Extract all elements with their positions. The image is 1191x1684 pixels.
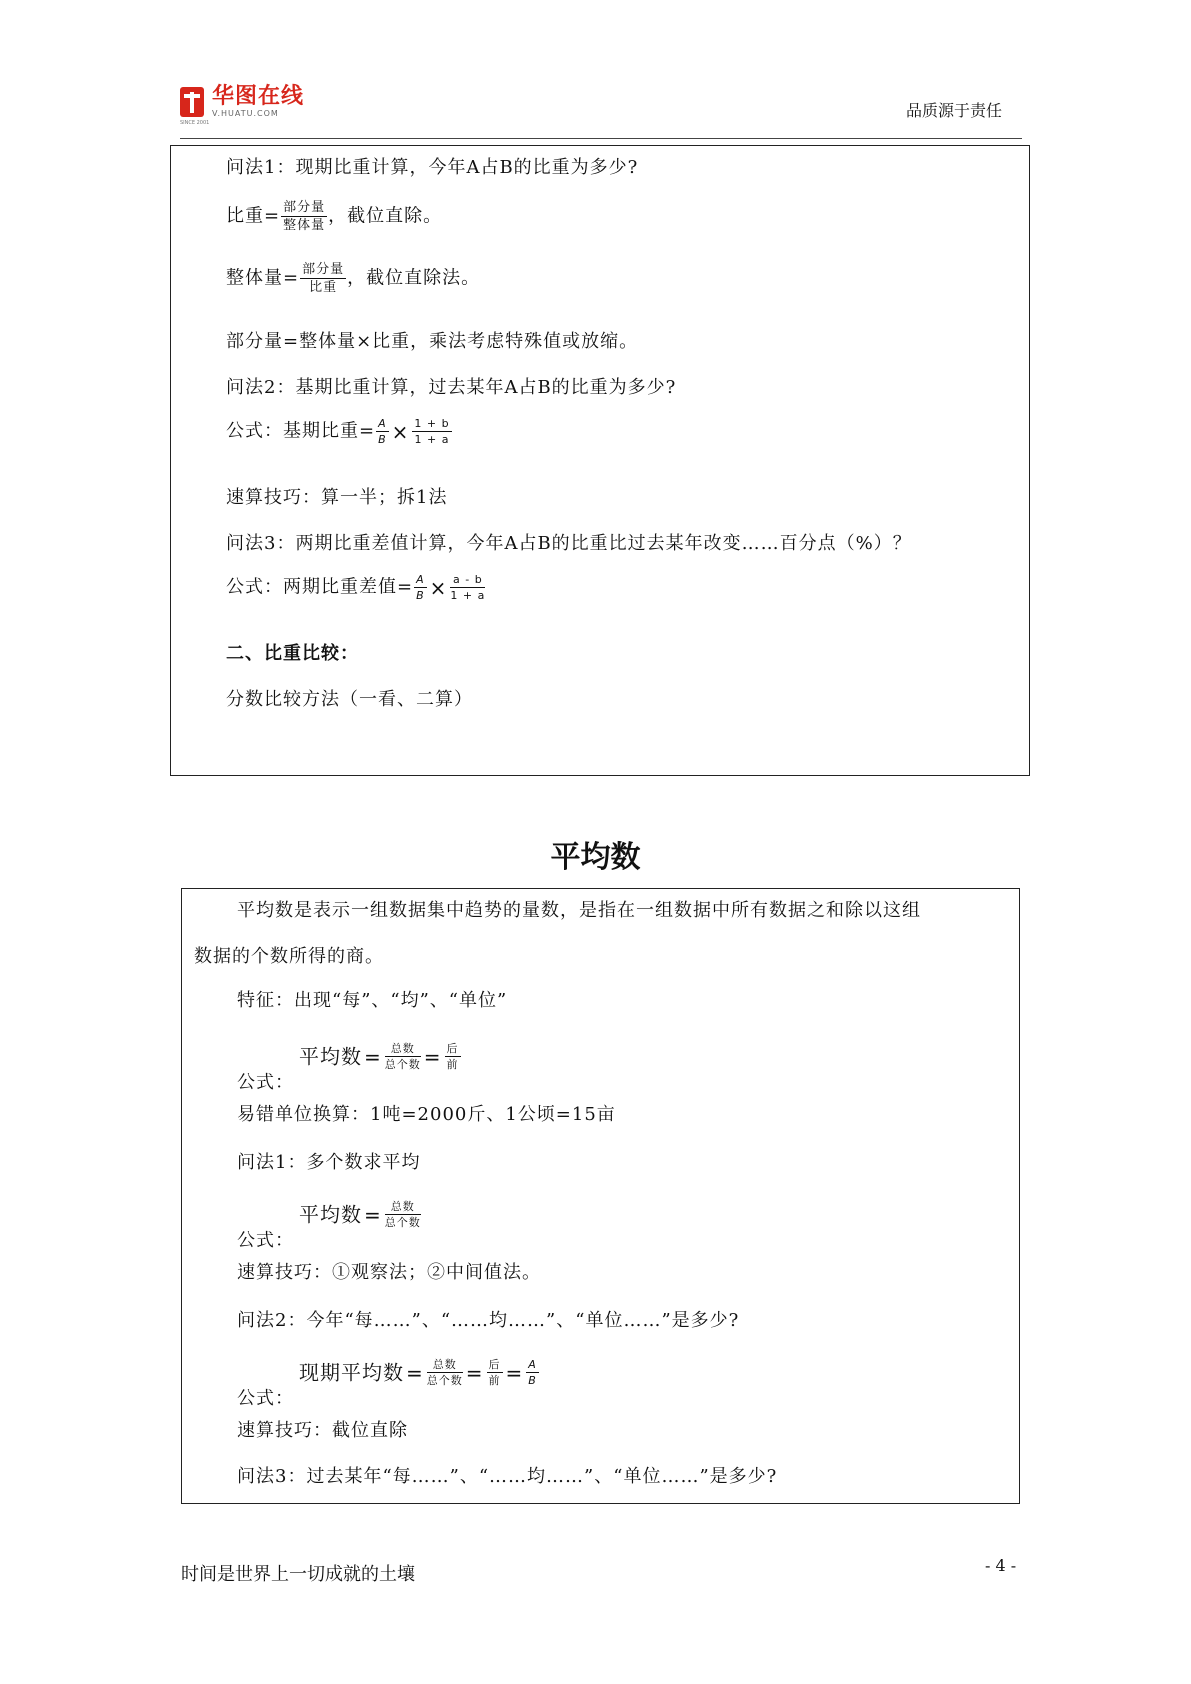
fraction-denominator: 比重	[309, 280, 338, 295]
question-method-2: 问法2：基期比重计算，过去某年A占B的比重为多少?	[226, 377, 677, 398]
average-question-method-3: 问法3：过去某年“每……”、“……均……”、“单位……”是多少?	[237, 1466, 778, 1487]
unit-conversion-tip: 易错单位换算：1吨=2000斤、1公顷=15亩	[237, 1104, 616, 1125]
header-rule	[180, 138, 1022, 139]
formula-term: 现期平均数	[299, 1360, 404, 1385]
fraction-numerator: 后	[488, 1358, 501, 1371]
fraction-denominator: 1 + a	[414, 433, 450, 446]
average-quick-calc-tip-2: 速算技巧：截位直除	[237, 1420, 408, 1441]
page-number: - 4 -	[985, 1556, 1017, 1575]
average-question-method-1: 问法1：多个数求平均	[237, 1152, 421, 1173]
fraction-numerator: 1 + b	[414, 417, 450, 430]
fraction-denominator: 前	[446, 1058, 459, 1071]
quick-calc-tip-1: 速算技巧：算一半；拆1法	[226, 487, 448, 508]
fraction-after-over-before	[445, 1043, 461, 1070]
equals-sign: =	[364, 1202, 382, 1227]
equals-sign: =	[505, 1360, 524, 1385]
fraction-denominator: B	[378, 433, 387, 446]
fraction-numerator: A	[416, 573, 425, 586]
huatu-logo	[180, 84, 305, 126]
equals-sign: =	[423, 1044, 442, 1069]
fraction-total-over-count	[385, 1043, 421, 1070]
formula-base-proportion	[226, 418, 453, 445]
formula-label: 公式：	[237, 1388, 294, 1409]
fraction-a-over-b	[376, 418, 389, 445]
fraction-numerator: 总数	[385, 1201, 421, 1215]
formula-whole	[226, 263, 480, 294]
formula-proportion-suffix: ，截位直除。	[328, 205, 443, 227]
average-definition-line-2: 数据的个数所得的商。	[194, 946, 384, 967]
page-header	[180, 80, 1022, 142]
fraction-numerator: A	[528, 1358, 537, 1371]
fraction-denominator: B	[528, 1374, 537, 1387]
formula-label: 公式：	[237, 1072, 294, 1093]
logo-since: SINCE 2001	[180, 120, 210, 126]
fraction-numerator: 总数	[385, 1043, 421, 1057]
average-box	[181, 888, 1020, 1504]
fraction-total-over-count	[427, 1359, 463, 1386]
fraction-denominator: 1 + a	[450, 589, 486, 602]
fraction-diff-ratio	[450, 574, 485, 601]
formula-proportion	[226, 201, 442, 232]
section-title-average: 平均数	[550, 840, 641, 875]
fraction-a-over-b	[414, 574, 427, 601]
fraction-denominator: 总个数	[384, 1058, 421, 1071]
equals-sign: =	[406, 1360, 424, 1385]
formula-term: 平均数	[299, 1044, 362, 1069]
footer-motto: 时间是世界上一切成就的土壤	[181, 1564, 415, 1585]
fraction-numerator: 后	[446, 1042, 459, 1055]
header-slogan: 品质源于责任	[905, 101, 1002, 120]
fraction-after-over-before	[487, 1359, 503, 1386]
proportion-box	[170, 145, 1030, 776]
formula-diff-prefix: 公式：两期比重差值=	[226, 576, 414, 598]
formula-whole-prefix: 整体量=	[226, 267, 300, 289]
equals-sign: =	[465, 1360, 484, 1385]
question-method-1: 问法1：现期比重计算，今年A占B的比重为多少?	[226, 157, 639, 178]
formula-term: 平均数	[299, 1202, 362, 1227]
fraction-numerator: A	[378, 417, 387, 430]
logo-text: 华图在线	[212, 84, 305, 109]
fraction-total-over-count	[385, 1201, 421, 1228]
average-features: 特征：出现“每”、“均”、“单位”	[237, 990, 508, 1011]
formula-label: 公式：	[237, 1230, 294, 1251]
question-method-3: 问法3：两期比重差值计算，今年A占B的比重比过去某年改变……百分点（%）？	[226, 533, 912, 554]
fraction-a-over-b	[526, 1359, 539, 1386]
fraction-part-over-whole	[281, 201, 327, 232]
fraction-comparison-method: 分数比较方法（一看、二算）	[226, 689, 473, 710]
average-quick-calc-tip-1: 速算技巧：①观察法；②中间值法。	[237, 1262, 541, 1283]
fraction-denominator: 总个数	[384, 1216, 421, 1229]
fraction-denominator: 整体量	[283, 218, 326, 233]
fraction-numerator: 部分量	[283, 200, 326, 215]
fraction-numerator: 部分量	[302, 262, 345, 277]
times-sign: ×	[429, 575, 448, 600]
times-sign: ×	[391, 419, 410, 444]
formula-base-prefix: 公式：基期比重=	[226, 420, 376, 442]
formula-whole-suffix: ，截位直除法。	[347, 267, 481, 289]
fraction-numerator: a - b	[450, 574, 485, 588]
logo-url: V.HUATU.COM	[212, 109, 279, 118]
average-definition-line-1: 平均数是表示一组数据集中趋势的量数，是指在一组数据中所有数据之和除以这组	[237, 900, 921, 921]
fraction-denominator: 前	[488, 1374, 501, 1387]
equals-sign: =	[364, 1044, 382, 1069]
formula-proportion-difference	[226, 574, 486, 601]
section-heading-comparison: 二、比重比较：	[226, 643, 359, 664]
fraction-part-over-proportion	[300, 263, 346, 294]
average-question-method-2: 问法2：今年“每……”、“……均……”、“单位……”是多少?	[237, 1310, 740, 1331]
formula-part: 部分量=整体量×比重，乘法考虑特殊值或放缩。	[226, 331, 639, 352]
formula-proportion-prefix: 比重=	[226, 205, 281, 227]
fraction-denominator: 总个数	[426, 1374, 463, 1387]
huatu-logo-icon	[180, 87, 204, 117]
fraction-numerator: 总数	[427, 1359, 463, 1373]
fraction-growth-ratio	[412, 418, 451, 445]
fraction-denominator: B	[416, 589, 425, 602]
